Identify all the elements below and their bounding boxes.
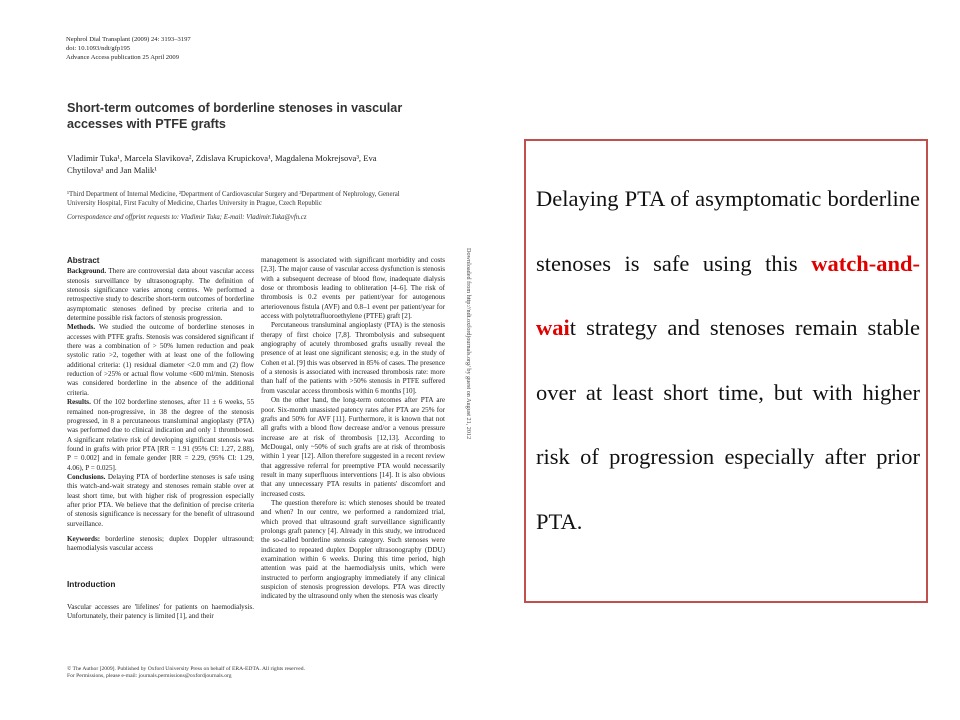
conclusions-text: Delaying PTA of borderline stenoses is safe using this watch-and-wait strategy and stenoses remain stable over at least short time, but with higher risk of progression especially after prior PTA. We believe that the definition of precise criteria of stenosis significance is necessary for the benefit of ultrasound surveillance. — [67, 472, 254, 528]
abstract-heading: Abstract — [67, 256, 100, 265]
author-list: Vladimir Tuka¹, Marcela Slavikova², Zdislava Krupickova¹, Magdalena Mokrejsova³, Eva Chytilova¹ and Jan Malik¹ — [67, 153, 377, 175]
keywords-label: Keywords: — [67, 534, 101, 543]
journal-citation: Nephrol Dial Transplant (2009) 24: 3193–3197 — [66, 36, 191, 43]
copyright-line: © The Author [2009]. Published by Oxford University Press on behalf of ERA-EDTA. All rights reserved. — [67, 666, 305, 672]
background-label: Background. — [67, 267, 107, 276]
results-text: Of the 102 borderline stenoses, after 11 ± 6 weeks, 55 remained non-progressive, in 38 the degree of the stenosis progressed, in 8 a percutaneous transluminal angioplasty (PTA) was performed due to clinical indication and only 1 thrombosed. A significant relative risk of developing significant stenosis was found in grafts with prior PTA [RR = 1.91 (95% CI: 1.27, 2.88), P = 0.002] and in female gender [RR = 2.29, (95% CI: 1.29, 4.06), P = 0.025]. — [67, 398, 255, 472]
introduction-heading: Introduction — [67, 578, 116, 589]
summary-callout-box — [524, 139, 928, 603]
keywords-text: borderline stenosis; duplex Doppler ultrasound; haemodialysis vascular access — [67, 534, 254, 553]
paper-title: Short-term outcomes of borderline stenoses in vascular accesses with PTFE grafts — [67, 101, 403, 132]
summary-text — [536, 167, 920, 554]
results-label: Results. — [67, 398, 91, 407]
copyright-footer — [67, 666, 407, 680]
keywords — [67, 535, 254, 554]
abstract-background — [67, 267, 254, 323]
download-stamp — [464, 248, 476, 508]
body-paragraph: The question therefore is: which stenoses should be treated and when? In our centre, we performed a randomized trial, which proved that ultrasound graft surveillance significantly prolongs graft patency [4]. Already in this study, we introduced the so-called borderline stenosis category. Such stenoses were indicated to repeated duplex Doppler ultrasonography (DDU) examination within 6 weeks. During this time period, high attention was paid at the haemodialysis units, which were instructed to perform angiography immediately if any clinical suspicion of stenosis progression develops. PTA was directly indicated by the ultrasound only when the stenosis was clearly — [261, 498, 445, 601]
abstract-conclusions — [67, 473, 254, 529]
summary-text-after: t strategy and stenoses remain stable over at least short time, but with higher risk of progression especially after prior PTA. — [536, 315, 920, 534]
summary-text-before: Delaying PTA of asymptomatic borderline stenoses is safe using this — [536, 186, 920, 276]
right-column — [261, 256, 445, 602]
body-paragraph: management is associated with significant morbidity and costs [2,3]. The major cause of vascular access dysfunction is stenosis with a subsequent decrease of blood flow, inadequate dialysis dose or thrombosis leading to obliteration [4–6]. The risk of thrombosis is 0.2 events per patient/year for autogenous arteriovenous fistula (AVF) and 0.8–1 event per patient/year for access with polytetrafluoroethylene (PTFE) graft [2]. — [261, 256, 445, 321]
methods-text: We studied the outcome of borderline stenoses in accesses with PTFE grafts. Stenosis was considered significant if there was a combination of > 50% lumen reduction and peak systolic ratio >2, together with at least one of the following additional criteria: (1) residual diameter <2.0 mm and (2) flow reduction of >25% or actual flow volume <600 ml/min. Stenosis was considered borderline in the absence of the additional criteria. — [67, 323, 254, 397]
permissions-line: For Permissions, please e-mail: journals.permissions@oxfordjournals.org — [67, 673, 232, 679]
body-paragraph: On the other hand, the long-term outcomes after PTA are poor. Six-month unassisted patency rates after PTA are 25% for grafts and 50% for AVF [11]. Furthermore, it is known that not all grafts with a blood flow decrease and/or a venous pressure increase are at risk of thrombosis [12,13]. According to McDougal, only ~50% of such grafts are at risk of thrombosis within 1 year [12]. Allon therefore suggested in a recent review that aggressive referral for preemptive PTA would necessarily result in many superfluous interventions [14]. It is also obvious that any unnecessary PTA results in patients' discomfort and increased costs. — [261, 396, 445, 498]
correspondence: Correspondence and offprint requests to: Vladimir Tuka; E-mail: Vladimir.Tuka@vfn.cz — [67, 214, 307, 221]
affiliations: ¹Third Department of Internal Medicine, ²Department of Cardiovascular Surgery and ³Department of Nephrology, General University Hospital, First Faculty of Medicine, Charles University in Prague, Czech Republic — [67, 191, 400, 207]
abstract-methods — [67, 323, 254, 398]
doi-line: doi: 10.1093/ndt/gfp195 — [66, 44, 131, 52]
journal-header — [66, 36, 191, 62]
paper-page-image — [60, 30, 470, 690]
background-text: There are controversial data about vascular access stenosis surveillance by ultrasonography. The definition of stenosis significance varies among centres. We performed a retrospective study to describe short-term outcomes of borderline asymptomatic stenoses defined by precise criteria and to determine possible risk factors of stenosis progression. — [67, 267, 254, 323]
abstract-results — [67, 398, 254, 473]
left-column — [67, 256, 254, 622]
conclusions-label: Conclusions. — [67, 472, 106, 481]
body-paragraph: Percutaneous transluminal angioplasty (PTA) is the stenosis therapy of first choice [7,8]. Thrombolysis and subsequent angiography of acutely thrombosed grafts usually reveal the presence of at least one significant stenosis; e.g. in the study of Cohen et al. [9] this was observed in 85% of cases. The presence of a stenosis is associated with increased thrombosis rate: more than half of the patients with >50% stenosis in PTFE suffered from vascular access thrombosis within 6 months [10]. — [261, 321, 445, 395]
methods-label: Methods. — [67, 323, 96, 332]
summary-highlight: watch-and-wai — [536, 250, 920, 340]
publication-date: Advance Access publication 25 April 2009 — [66, 53, 179, 61]
introduction-text: Vascular accesses are 'lifelines' for patients on haemodialysis. Unfortunately, their patency is limited [1], and their — [67, 603, 254, 621]
download-stamp-text: Downloaded from http://ndt.oxfordjournals.org/ by guest on August 21, 2012 — [465, 248, 472, 440]
